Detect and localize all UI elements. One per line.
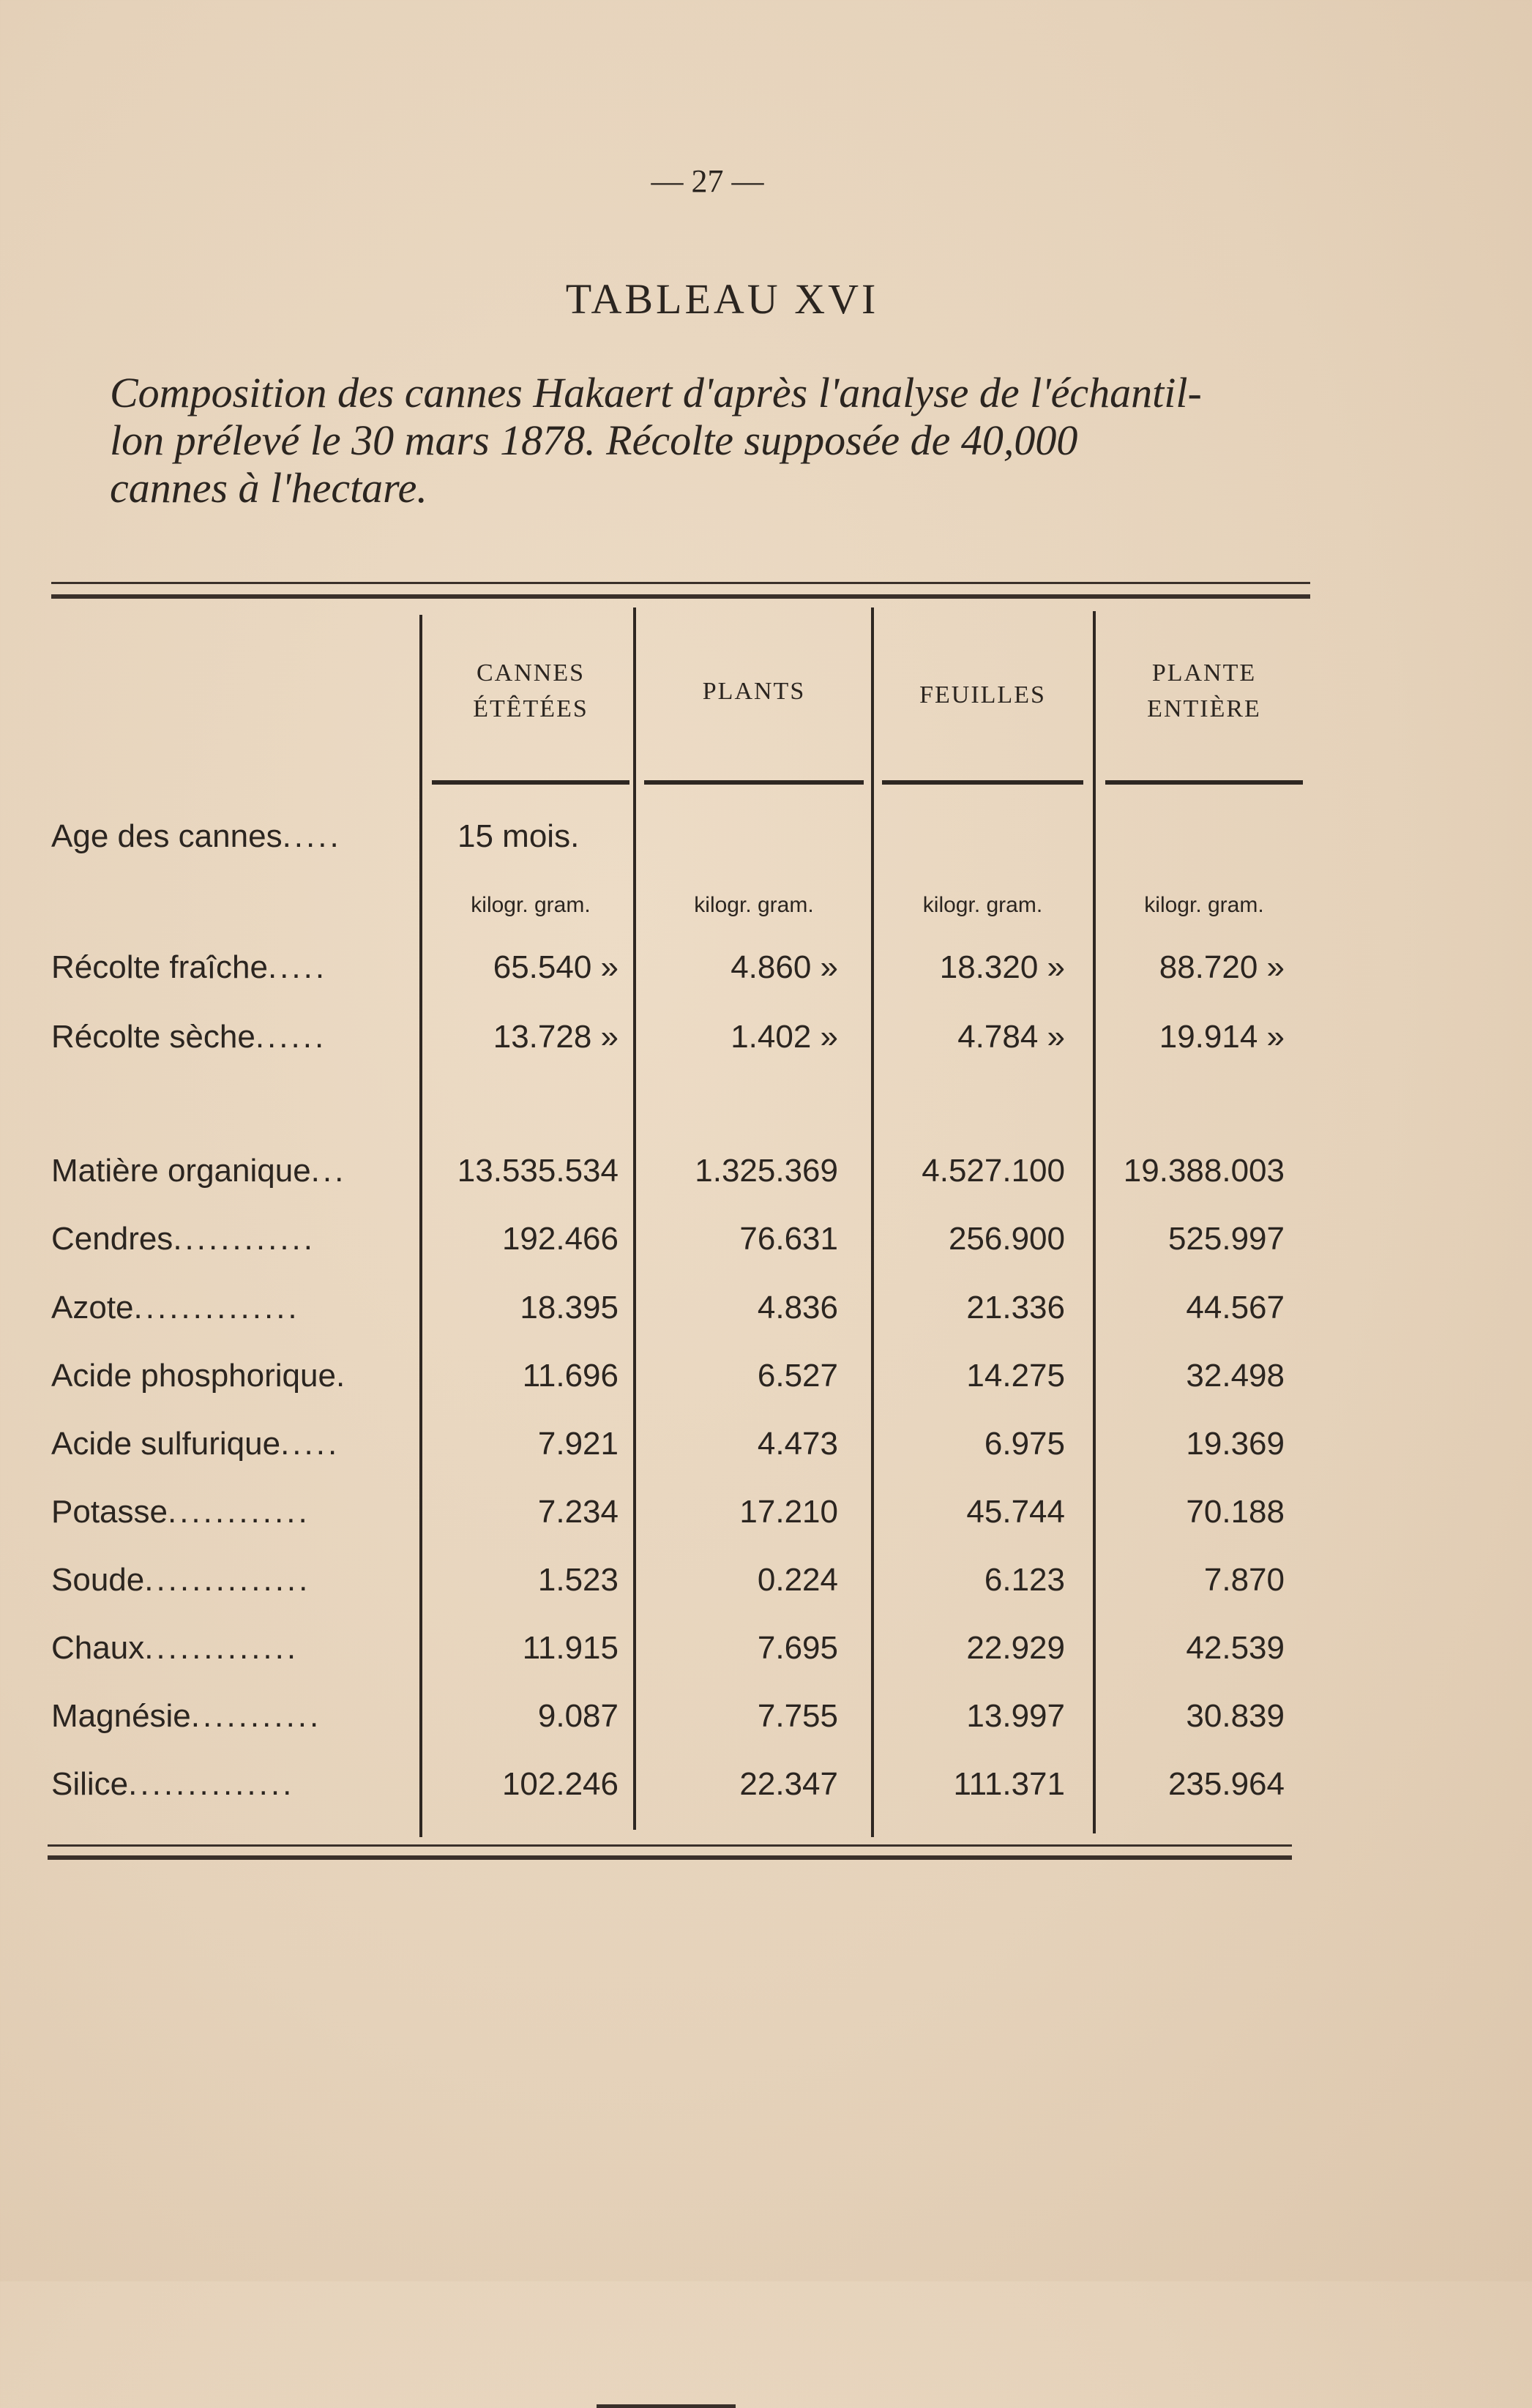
table-cell: 4.473 [757,1426,838,1462]
table-cell: 4.836 [757,1290,838,1325]
table-cell: 11.696 [522,1358,619,1394]
table-cell: 7.234 [537,1494,619,1530]
table-cell: 70.188 [1186,1494,1285,1530]
table-cell: 13.535.534 [457,1153,619,1189]
table-cell: 18.395 [520,1290,619,1325]
table-cell: 32.498 [1186,1358,1285,1394]
table-cell: 42.539 [1186,1630,1285,1666]
table-cell: 19.914 » [1159,1019,1285,1055]
row-label: Soude.............. [51,1562,311,1598]
row-label: Chaux............. [51,1630,299,1666]
caption-line: Composition des cannes Hakaert d'après l'analyse de l'échantil- [110,369,1202,416]
ornament-rule [597,2404,736,2408]
table-cell: 45.744 [966,1494,1065,1530]
column-divider [1093,611,1096,1833]
table-cell: 11.915 [522,1630,619,1666]
header-plante-entiere: PLANTE ENTIÈRE [1147,659,1261,723]
table-cell: 19.369 [1186,1426,1285,1462]
bottom-rule [48,1844,1292,1847]
header-cannes-etetees: CANNES ÉTÊTÉES [473,659,588,723]
table-cell: 7.755 [757,1698,838,1734]
table-cell: 1.402 » [730,1019,838,1055]
table-cell: 76.631 [739,1221,838,1257]
table-cell: 21.336 [966,1290,1065,1325]
table-cell: 44.567 [1186,1290,1285,1325]
row-label-age: Age des cannes..... [51,818,342,854]
table-title: TABLEAU XVI [565,275,879,323]
row-label: Potasse............ [51,1494,310,1530]
unit-label: kilogr. gram. [471,893,591,917]
table-cell: 6.975 [984,1426,1065,1462]
top-rule-inner [51,594,1310,599]
age-value: 15 mois. [457,818,580,854]
table-cell: 7.921 [537,1426,619,1462]
row-label: Récolte sèche...... [51,1019,327,1055]
table-cell: 30.839 [1186,1698,1285,1734]
table-cell: 102.246 [501,1766,619,1802]
row-label: Acide sulfurique..... [51,1426,340,1462]
header-underline [882,780,1083,785]
table-cell: 111.371 [953,1766,1065,1802]
column-divider [419,615,422,1837]
header-underline [432,780,629,785]
table-cell: 4.784 » [957,1019,1065,1055]
table-cell: 6.527 [757,1358,838,1394]
column-divider [633,607,636,1830]
table-cell: 9.087 [537,1698,619,1734]
table-cell: 13.728 » [493,1019,619,1055]
table-cell: 22.929 [966,1630,1065,1666]
table-cell: 1.523 [537,1562,619,1598]
table-cell: 19.388.003 [1123,1153,1285,1189]
row-label: Cendres............ [51,1221,316,1257]
table-cell: 7.870 [1203,1562,1285,1598]
table-cell: 7.695 [757,1630,838,1666]
unit-label: kilogr. gram. [1144,893,1264,917]
table-cell: 88.720 » [1159,949,1285,985]
table-cell: 65.540 » [493,949,619,985]
table-cell: 6.123 [984,1562,1065,1598]
header-underline [644,780,864,785]
caption-line: cannes à l'hectare. [110,463,427,512]
table-cell: 17.210 [739,1494,838,1530]
header-feuilles: FEUILLES [919,681,1046,708]
table-cell: 4.527.100 [922,1153,1065,1189]
table-cell: 192.466 [501,1221,619,1257]
bottom-rule-inner [48,1855,1292,1860]
table-cell: 22.347 [739,1766,838,1802]
row-label: Récolte fraîche..... [51,949,328,985]
caption-line: lon prélevé le 30 mars 1878. Récolte supposée de 40,000 [110,416,1078,464]
row-label: Matière organique... [51,1153,347,1189]
row-label: Silice.............. [51,1766,295,1802]
table-cell: 1.325.369 [695,1153,838,1189]
table-cell: 525.997 [1167,1221,1285,1257]
table-caption [110,370,1318,512]
row-label: Magnésie........... [51,1698,322,1734]
header-underline [1105,780,1303,785]
header-plants: PLANTS [702,678,806,705]
unit-label: kilogr. gram. [694,893,814,917]
table-cell: 0.224 [757,1562,838,1598]
unit-label: kilogr. gram. [922,893,1043,917]
top-rule [51,582,1310,584]
row-label: Azote.............. [51,1290,300,1325]
page-number: — 27 — [651,163,764,199]
table-cell: 14.275 [966,1358,1065,1394]
table-cell: 13.997 [966,1698,1065,1734]
row-label: Acide phosphorique. [51,1358,345,1394]
table-cell: 235.964 [1167,1766,1285,1802]
table-cell: 4.860 » [730,949,838,985]
column-divider [871,607,874,1837]
table-cell: 256.900 [948,1221,1065,1257]
table-cell: 18.320 » [939,949,1065,985]
